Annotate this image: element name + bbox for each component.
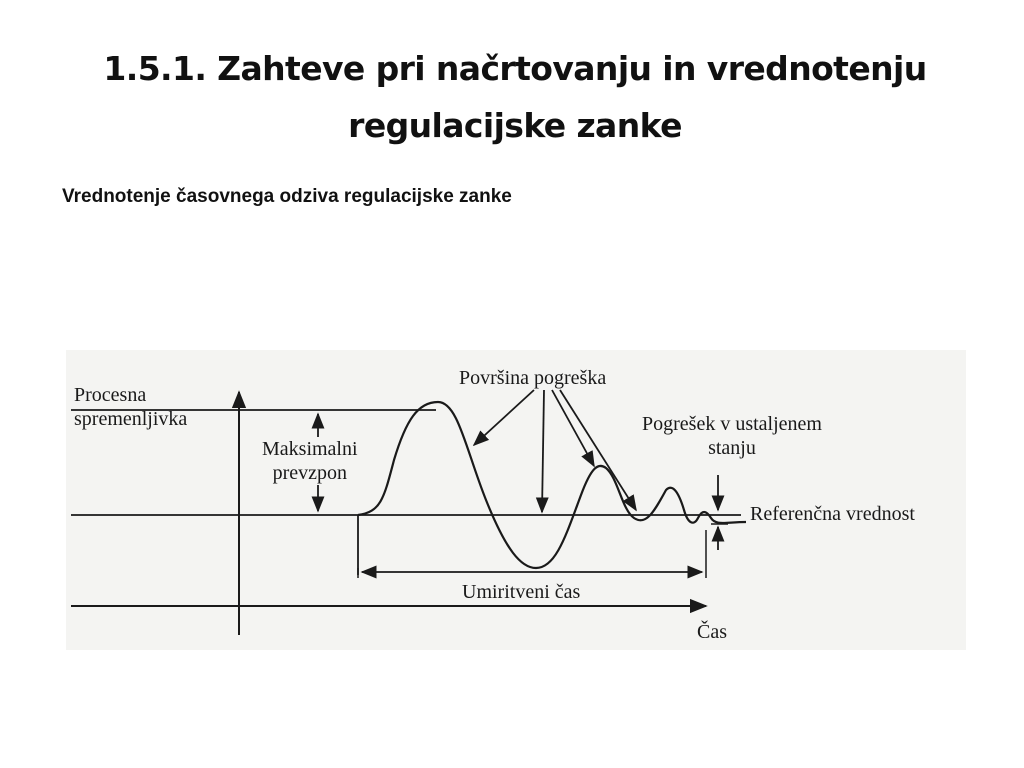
steady-state-error-label-line-1: Pogrešek v ustaljenem <box>642 413 822 435</box>
steady-state-error-label <box>642 412 822 460</box>
steady-state-error-label-line-2: stanju <box>708 437 756 459</box>
process-variable-label-line-1: Procesna <box>74 384 147 406</box>
time-axis-label: Čas <box>697 621 727 643</box>
slide-title-line-1: 1.5.1. Zahteve pri načrtovanju in vrednotenju <box>103 49 927 88</box>
error-arrow-2 <box>542 390 544 512</box>
slide-title-line-2: regulacijske zanke <box>348 106 682 145</box>
slide-title <box>60 40 970 154</box>
error-area-label: Površina pogreška <box>459 367 607 389</box>
error-arrow-4 <box>560 390 636 510</box>
process-variable-label <box>74 383 187 431</box>
error-arrow-3 <box>552 390 594 466</box>
slide-subtitle: Vrednotenje časovnega odziva regulacijske zanke <box>62 186 512 207</box>
error-arrow-1 <box>474 390 534 445</box>
reference-value-label: Referenčna vrednost <box>750 503 915 525</box>
step-response-diagram <box>66 350 966 650</box>
step-response-figure <box>66 350 966 650</box>
max-overshoot-label <box>262 437 358 485</box>
max-overshoot-label-line-2: prevzpon <box>272 462 347 484</box>
process-variable-label-line-2: spremenljivka <box>74 408 188 430</box>
settling-time-label: Umiritveni čas <box>462 581 581 603</box>
max-overshoot-label-line-1: Maksimalni <box>262 438 358 460</box>
